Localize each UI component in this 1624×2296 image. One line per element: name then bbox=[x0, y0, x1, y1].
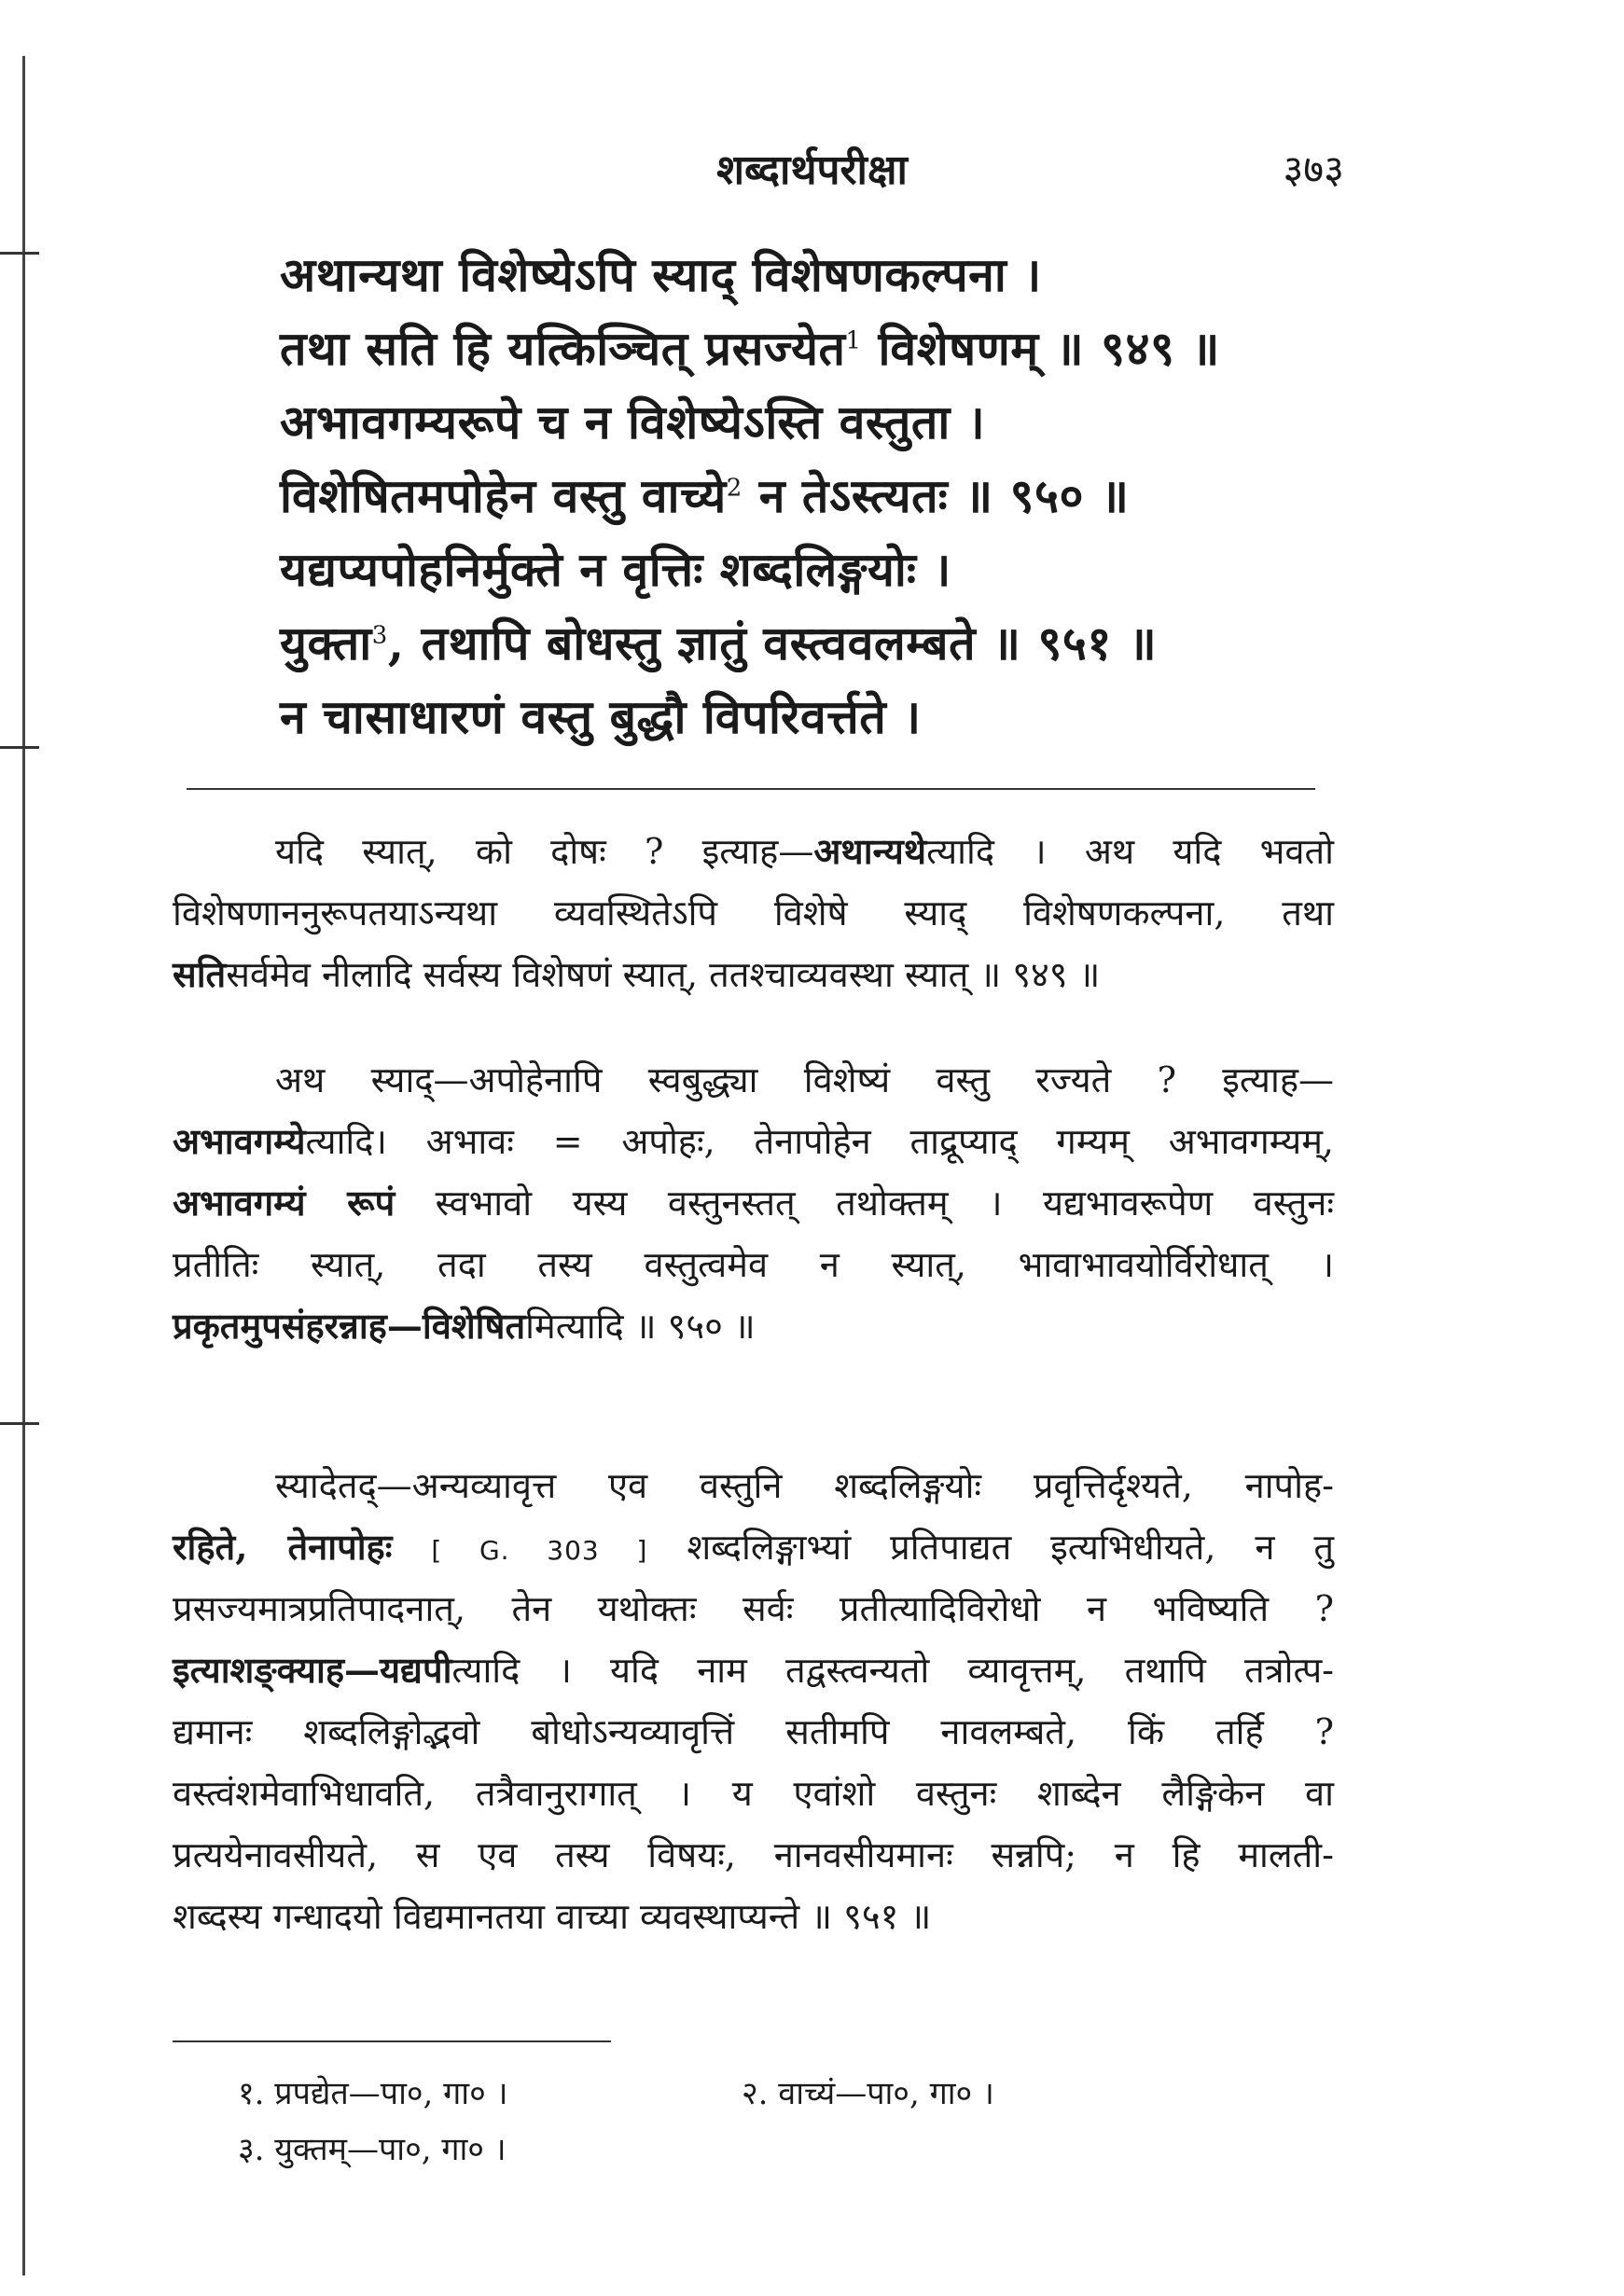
commentary-line: रहिते, तेनापोहः [ G. 303 ] शब्दलिङ्गाभ्यां प्रतिपाद्यत इत्यभिधीयते, न तु bbox=[173, 1526, 1334, 1568]
verse-line bbox=[280, 680, 1362, 754]
verse-text: विशेषणम् ॥ ९४९ ॥ bbox=[861, 321, 1220, 376]
footnote-marker: 2 bbox=[726, 474, 743, 503]
verse-block bbox=[280, 238, 1362, 754]
verse-text: अभावगम्यरूपे च न विशेष्येऽस्ति वस्तुता । bbox=[280, 394, 986, 450]
keyword: यद्यपी bbox=[380, 1649, 452, 1691]
binding-edge bbox=[22, 56, 25, 2275]
commentary-line: इत्याशङ्क्याह—यद्यपीत्यादि । यदि नाम तद्वस्त्वन्यतो व्यावृत्तम्, तथापि तत्रोत्प- bbox=[173, 1649, 1334, 1691]
commentary-line: प्रत्ययेनावसीयते, स एव तस्य विषयः, नानवसीयमानः सन्नपि; न हि मालती- bbox=[173, 1834, 1334, 1875]
verse-line bbox=[280, 533, 1362, 606]
footnote-divider bbox=[173, 2040, 611, 2042]
verse-line bbox=[280, 238, 1362, 311]
verse-line bbox=[280, 385, 1362, 459]
keyword: प्रकृतमुपसंहरन्नाह— bbox=[173, 1305, 423, 1347]
commentary-line: शब्दस्य गन्धादयो विद्यमानतया वाच्या व्यवस्थाप्यन्ते ॥ ९५१ ॥ bbox=[173, 1896, 932, 1937]
verse-text: यद्यप्यपोहनिर्मुक्ते न वृत्तिः शब्दलिङ्गयोः । bbox=[280, 542, 951, 597]
commentary-line: प्रतीतिः स्यात्, तदा तस्य वस्तुत्वमेव न स्यात्, भावाभावयोर्विरोधात् । bbox=[173, 1244, 1334, 1285]
keyword: अथान्यथे bbox=[813, 830, 927, 872]
verse-text: विशेषितमपोहेन वस्तु वाच्ये bbox=[280, 468, 727, 523]
keyword: अभावगम्ये bbox=[173, 1120, 306, 1162]
footnote-row bbox=[238, 2066, 1264, 2122]
keyword: रहिते, तेनापोहः bbox=[173, 1526, 393, 1568]
keyword: विशेषित bbox=[422, 1305, 526, 1347]
commentary-line: द्यमानः शब्दलिङ्गोद्भवो बोधोऽन्यव्यावृत्तिं सतीमपि नावलम्बते, किं तर्हि ? bbox=[173, 1711, 1334, 1752]
footnotes bbox=[238, 2066, 1264, 2178]
margin-mark bbox=[0, 746, 39, 749]
section-divider bbox=[187, 788, 1315, 790]
verse-line bbox=[280, 606, 1362, 680]
footnote-row bbox=[238, 2122, 1264, 2178]
verse-text: न चासाधारणं वस्तु बुद्धौ विपरिवर्त्तते । bbox=[280, 689, 922, 744]
commentary-line: अथ स्याद्—अपोहेनापि स्वबुद्ध्या विशेष्यं वस्तु रज्यते ? इत्याह— bbox=[275, 1059, 1334, 1100]
commentary-paragraph bbox=[173, 821, 1334, 1005]
page-reference: [ G. 303 ] bbox=[431, 1535, 648, 1566]
running-header bbox=[0, 140, 1624, 196]
verse-text: न तेऽस्त्यतः ॥ ९५० ॥ bbox=[742, 468, 1130, 523]
commentary-line: सतिसर्वमेव नीलादि सर्वस्य विशेषणं स्यात्, ततश्चाव्यवस्था स्यात् ॥ ९४९ ॥ bbox=[173, 953, 1101, 995]
margin-mark bbox=[0, 252, 39, 255]
margin-mark bbox=[0, 1422, 39, 1425]
keyword: इत्याशङ्क्याह— bbox=[173, 1649, 380, 1691]
page-title: शब्दार्थपरीक्षा bbox=[716, 146, 908, 194]
commentary-line: प्रसज्यमात्रप्रतिपादनात्, तेन यथोक्तः सर्वः प्रतीत्यादिविरोधो न भविष्यति ? bbox=[173, 1588, 1334, 1629]
commentary-line: स्यादेतद्—अन्यव्यावृत्त एव वस्तुनि शब्दलिङ्गयोः प्रवृत्तिर्दृश्यते, नापोह- bbox=[275, 1465, 1334, 1506]
verse-line bbox=[280, 311, 1362, 385]
keyword: सति bbox=[173, 953, 227, 995]
page-number: ३७३ bbox=[1283, 146, 1344, 192]
commentary-line: यदि स्यात्, को दोषः ? इत्याह—अथान्यथेत्यादि । अथ यदि भवतो bbox=[275, 830, 1334, 872]
commentary-paragraph bbox=[173, 1049, 1334, 1357]
footnote-marker: 1 bbox=[845, 326, 862, 355]
verse-text: , तथापि बोधस्तु ज्ञातुं वस्त्ववलम्बते ॥ ९५१ ॥ bbox=[387, 615, 1158, 671]
verse-text: युक्ता bbox=[280, 615, 372, 671]
footnote: १. प्रपद्येत—पा०, गा० । bbox=[238, 2075, 508, 2112]
commentary-paragraph bbox=[173, 1455, 1334, 1947]
footnote: ३. युक्तम्—पा०, गा० । bbox=[238, 2131, 507, 2168]
verse-text: तथा सति हि यत्किञ्चित् प्रसज्येत bbox=[280, 321, 846, 376]
footnote-marker: 3 bbox=[371, 621, 388, 650]
footnote: २. वाच्यं—पा०, गा० । bbox=[742, 2075, 994, 2112]
commentary-line: विशेषणाननुरूपतयाऽन्यथा व्यवस्थितेऽपि विशेषे स्याद् विशेषणकल्पना, तथा bbox=[173, 892, 1334, 934]
commentary-line: अभावगम्येत्यादि। अभावः = अपोहः, तेनापोहेन ताद्रूप्याद् गम्यम् अभावगम्यम्, bbox=[173, 1120, 1334, 1162]
keyword: अभावगम्यं रूपं bbox=[173, 1182, 396, 1224]
commentary-line: वस्त्वंशमेवाभिधावति, तत्रैवानुरागात् । य एवांशो वस्तुनः शाब्देन लैङ्गिकेन वा bbox=[173, 1773, 1334, 1814]
verse-text: अथान्यथा विशेष्येऽपि स्याद् विशेषणकल्पना । bbox=[280, 247, 1042, 302]
commentary-line: प्रकृतमुपसंहरन्नाह—विशेषितमित्यादि ॥ ९५० ॥ bbox=[173, 1305, 756, 1347]
verse-line bbox=[280, 459, 1362, 533]
commentary-line: अभावगम्यं रूपं स्वभावो यस्य वस्तुनस्तत् तथोक्तम् । यद्यभावरूपेण वस्तुनः bbox=[173, 1182, 1334, 1224]
